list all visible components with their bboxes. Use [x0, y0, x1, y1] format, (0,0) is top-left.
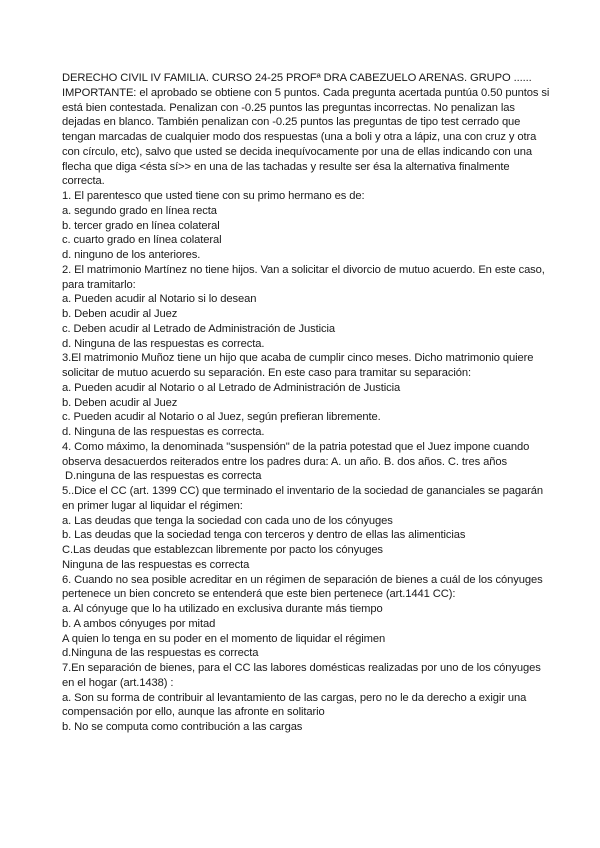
- question-3-option-b: b. Deben acudir al Juez: [62, 396, 178, 409]
- question-1-option-d: d. ninguno de los anteriores.: [62, 249, 201, 261]
- question-1-option-a: a. segundo grado en línea recta: [62, 204, 217, 217]
- exam-header: DERECHO CIVIL IV FAMILIA. CURSO 24-25 PROFª DRA CABEZUELO ARENAS. GRUPO ......: [62, 72, 532, 84]
- question-2-option-c: c. Deben acudir al Letrado de Administración de Justicia: [62, 322, 336, 335]
- question-1: 1. El parentesco que usted tiene con su primo hermano es de:: [62, 190, 365, 202]
- question-3: 3.El matrimonio Muñoz tiene un hijo que acaba de cumplir cinco meses. Dicho matrimonio quiere solicitar de mutuo acuerdo su separación. En este caso para tramitar su separación:: [62, 352, 534, 379]
- question-6-option-d: d.Ninguna de las respuestas es correcta: [62, 647, 259, 660]
- question-2: 2. El matrimonio Martínez no tiene hijos. Van a solicitar el divorcio de mutuo acuerdo. En este caso, para tramitarlo:: [62, 263, 545, 291]
- question-6-option-c: A quien lo tenga en su poder en el momento de liquidar el régimen: [62, 632, 386, 645]
- question-7-option-b: b. No se computa como contribución a las cargas: [62, 721, 303, 733]
- question-1-option-c: c. cuarto grado en línea colateral: [62, 234, 222, 247]
- question-6-line-2: pertenece un bien concreto se entenderá que este bien pertenece (art.1441 CC):: [62, 588, 456, 601]
- question-6-option-a: a. Al cónyuge que lo ha utilizado en exclusiva durante más tiempo: [62, 603, 383, 615]
- question-5: 5..Dice el CC (art. 1399 CC) que terminado el inventario de la sociedad de gananciales se pagarán en primer lugar al liquidar el régimen:: [62, 485, 543, 512]
- instructions-paragraph: IMPORTANTE: el aprobado se obtiene con 5 puntos. Cada pregunta acertada puntúa 0.50 puntos si está bien contestada. Penalizan con -0.25 puntos las preguntas incorrectas. No penalizan las dejadas en blanco. También penalizan con -0.25 puntos las preguntas de tipo test cerrado que tengan marcadas de cualquier modo dos respuestas (una a boli y otra a lápiz, una con cruz y otra con círculo, etc), salvo que usted se decida inequívocamente por una de ellas indicando con una flecha que diga <ésta sí>> en una de las tachadas y resulte ser ésa la alternativa finalmente correcta.: [62, 86, 550, 188]
- question-2-option-b: b. Deben acudir al Juez: [62, 308, 178, 320]
- question-7-option-a: a. Son su forma de contribuir al levantamiento de las cargas, pero no le da derecho a exigir una compensación por ello, aunque las afronte en solitario: [62, 691, 527, 719]
- question-6-option-b: b. A ambos cónyuges por mitad: [62, 617, 216, 630]
- question-4-option-d: D.ninguna de las respuestas es correcta: [62, 470, 262, 483]
- question-5-option-b: b. Las deudas que la sociedad tenga con terceros y dentro de ellas las alimenticias: [62, 529, 466, 542]
- question-3-option-c: c. Pueden acudir al Notario o al Juez, según prefieran libremente.: [62, 411, 381, 424]
- question-7: 7.En separación de bienes, para el CC las labores domésticas realizadas por uno de los cónyuges en el hogar (art.1438) :: [62, 662, 541, 689]
- question-2-option-a: a. Pueden acudir al Notario si lo desean: [62, 293, 257, 306]
- question-5-option-a: a. Las deudas que tenga la sociedad con cada uno de los cónyuges: [62, 514, 393, 527]
- question-5-option-c: C.Las deudas que establezcan libremente por pacto los cónyuges: [62, 544, 383, 556]
- exam-page: [62, 71, 552, 735]
- question-3-option-d: d. Ninguna de las respuestas es correcta.: [62, 426, 265, 438]
- question-1-option-b: b. tercer grado en línea colateral: [62, 219, 220, 232]
- question-6-line-1: 6. Cuando no sea posible acreditar en un régimen de separación de bienes a cuál de los cónyuges: [62, 573, 543, 586]
- question-3-option-a: a. Pueden acudir al Notario o al Letrado de Administración de Justicia: [62, 381, 401, 394]
- question-4: 4. Como máximo, la denominada "suspensión" de la patria potestad que el Juez impone cuando observa desacuerdos reiterados entre los padres dura: A. un año. B. dos años. C. tres años: [62, 440, 530, 468]
- question-5-option-d: Ninguna de las respuestas es correcta: [62, 558, 250, 571]
- question-2-option-d: d. Ninguna de las respuestas es correcta.: [62, 337, 265, 350]
